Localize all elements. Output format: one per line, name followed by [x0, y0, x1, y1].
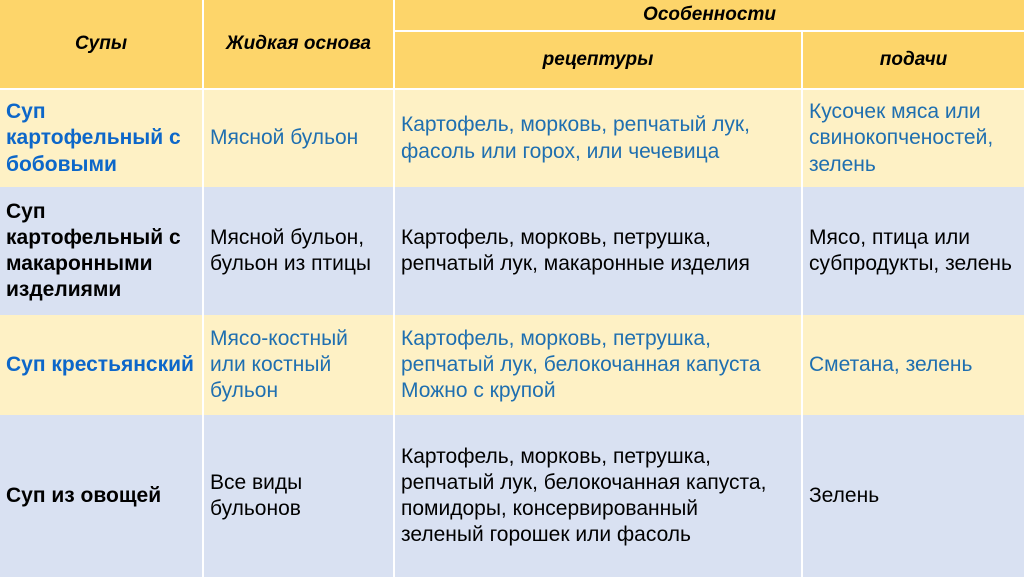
recipe-line: Картофель, морковь, петрушка,	[401, 326, 711, 350]
liquid-base: Все виды бульонов	[203, 415, 394, 577]
recipe-line: Картофель, морковь, петрушка,	[401, 444, 711, 468]
recipe-line: Картофель, морковь, петрушка,	[401, 225, 711, 249]
recipe-line: зеленый горошек или фасоль	[401, 523, 692, 547]
liquid-base: Мясной бульон, бульон из птицы	[203, 187, 394, 315]
recipe-cell	[394, 187, 802, 315]
table-row	[0, 415, 1024, 577]
table-row	[0, 89, 1024, 187]
recipe-cell	[394, 415, 802, 577]
recipe-line: репчатый лук, белокочанная капуста,	[401, 470, 767, 494]
recipe-line: репчатый лук, макаронные изделия	[401, 252, 750, 275]
liquid-base: Мясо-костный или костный бульон	[203, 315, 394, 415]
serving: Мясо, птица или субпродукты, зелень	[802, 187, 1024, 315]
header-row-top	[0, 0, 1024, 31]
header-recipe: рецептуры	[394, 31, 802, 89]
header-soups: Супы	[0, 0, 203, 89]
table-row	[0, 187, 1024, 315]
recipe-line: репчатый лук, белокочанная капуста	[401, 352, 761, 376]
recipe-line: Можно с крупой	[401, 379, 556, 403]
recipe-cell	[394, 89, 802, 187]
serving: Зелень	[802, 415, 1024, 577]
recipe-cell	[394, 315, 802, 415]
header-serving: подачи	[802, 31, 1024, 89]
recipe-line: помидоры, консервированный	[401, 497, 699, 520]
header-liquid-base: Жидкая основа	[203, 0, 394, 89]
soup-name: Суп картофельный с макаронными изделиями	[0, 187, 203, 315]
recipe-line: фасоль или горох, или чечевица	[401, 139, 720, 163]
serving: Сметана, зелень	[802, 315, 1024, 415]
recipe-line: Картофель, морковь, репчатый лук,	[401, 113, 750, 137]
soup-name: Суп из овощей	[0, 415, 203, 577]
header-features: Особенности	[394, 0, 1024, 31]
soup-name: Суп крестьянский	[0, 315, 203, 415]
table-row	[0, 315, 1024, 415]
serving: Кусочек мяса или свинокопченостей, зелень	[802, 89, 1024, 187]
soup-name: Суп картофельный с бобовыми	[0, 89, 203, 187]
liquid-base: Мясной бульон	[203, 89, 394, 187]
